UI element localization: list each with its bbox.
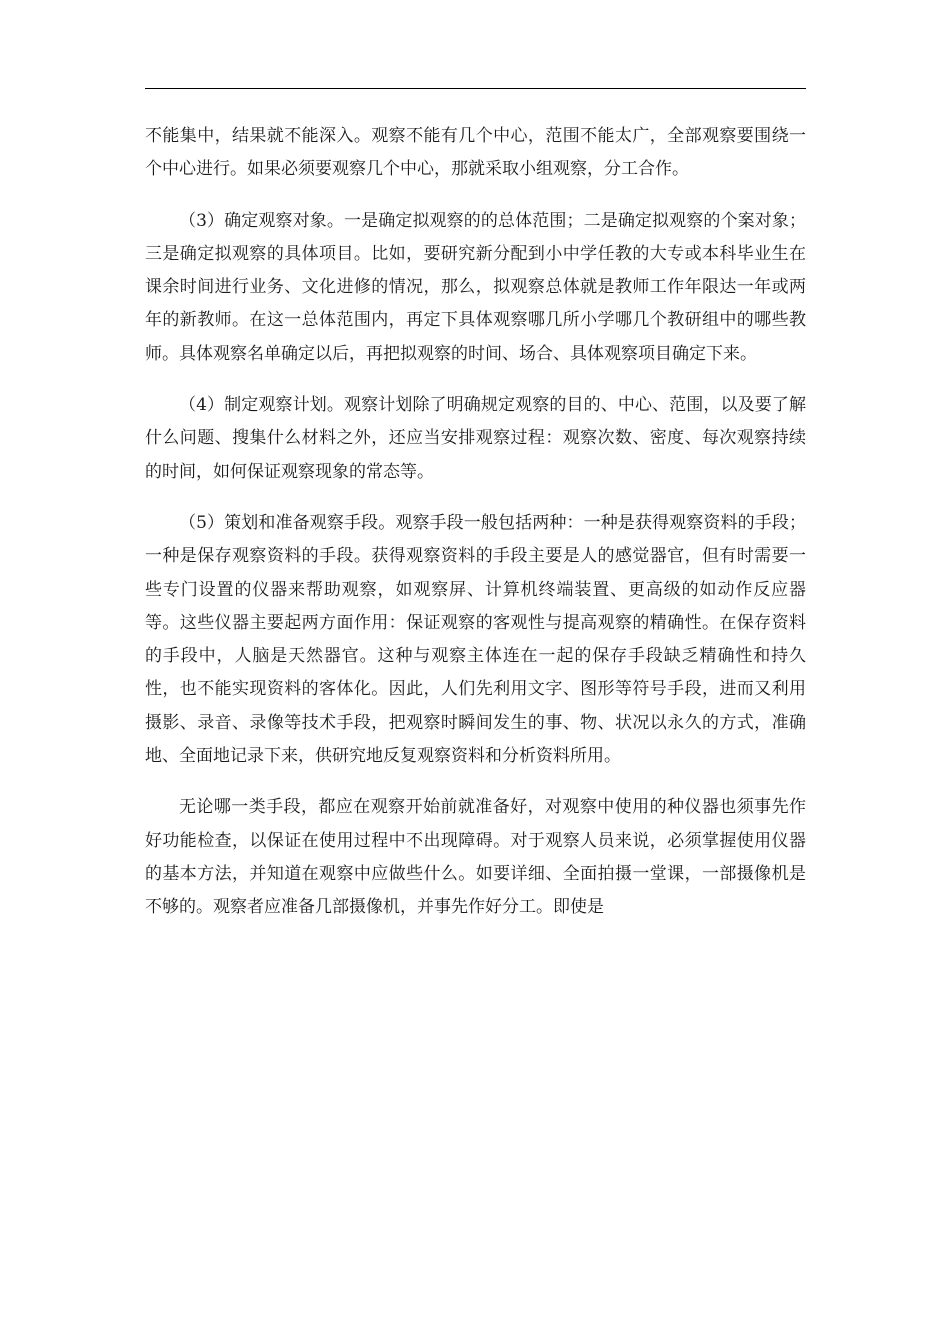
paragraph-observation-plan: （4）制定观察计划。观察计划除了明确规定观察的目的、中心、范围，以及要了解什么问题、搜集什么材料之外，还应当安排观察过程：观察次数、密度、每次观察持续的时间，如何保证观察现象的常态等。 (145, 395, 806, 482)
paragraph-determine-observation-objects: （3）确定观察对象。一是确定拟观察的的总体范围；二是确定拟观察的个案对象；三是确定拟观察的具体项目。比如，要研究新分配到小中学任教的大专或本科毕业生在课余时间进行业务、文化进修的情况，那么，拟观察总体就是教师工作年限达一年或两年的新教师。在这一总体范围内，再定下具体观察哪几所小学哪几个教研组中的哪些教师。具体观察名单确定以后，再把拟观察的时间、场合、具体观察项目确定下来。 (145, 210, 806, 364)
header-rule (145, 88, 806, 89)
paragraph-continuation: 不能集中，结果就不能深入。观察不能有几个中心，范围不能太广，全部观察要围绕一个中心进行。如果必须要观察几个中心，那就采取小组观察，分工合作。 (145, 126, 806, 180)
document-body (145, 120, 806, 925)
paragraph-preparation: 无论哪一类手段，都应在观察开始前就准备好，对观察中使用的种仪器也须事先作好功能检查，以保证在使用过程中不出现障碍。对于观察人员来说，必须掌握使用仪器的基本方法，并知道在观察中应做些什么。如要详细、全面拍摄一堂课，一部摄像机是不够的。观察者应准备几部摄像机，并事先作好分工。即使是 (145, 797, 806, 918)
paragraph-observation-means: （5）策划和准备观察手段。观察手段一般包括两种：一种是获得观察资料的手段；一种是保存观察资料的手段。获得观察资料的手段主要是人的感觉器官，但有时需要一些专门设置的仪器来帮助观察，如观察屏、计算机终端装置、更高级的如动作反应器等。这些仪器主要起两方面作用：保证观察的客观性与提高观察的精确性。在保存资料的手段中，人脑是天然器官。这种与观察主体连在一起的保存手段缺乏精确性和持久性，也不能实现资料的客体化。因此，人们先利用文字、图形等符号手段，进而又利用摄影、录音、录像等技术手段，把观察时瞬间发生的事、物、状况以永久的方式，准确地、全面地记录下来，供研究地反复观察资料和分析资料所用。 (145, 512, 806, 767)
